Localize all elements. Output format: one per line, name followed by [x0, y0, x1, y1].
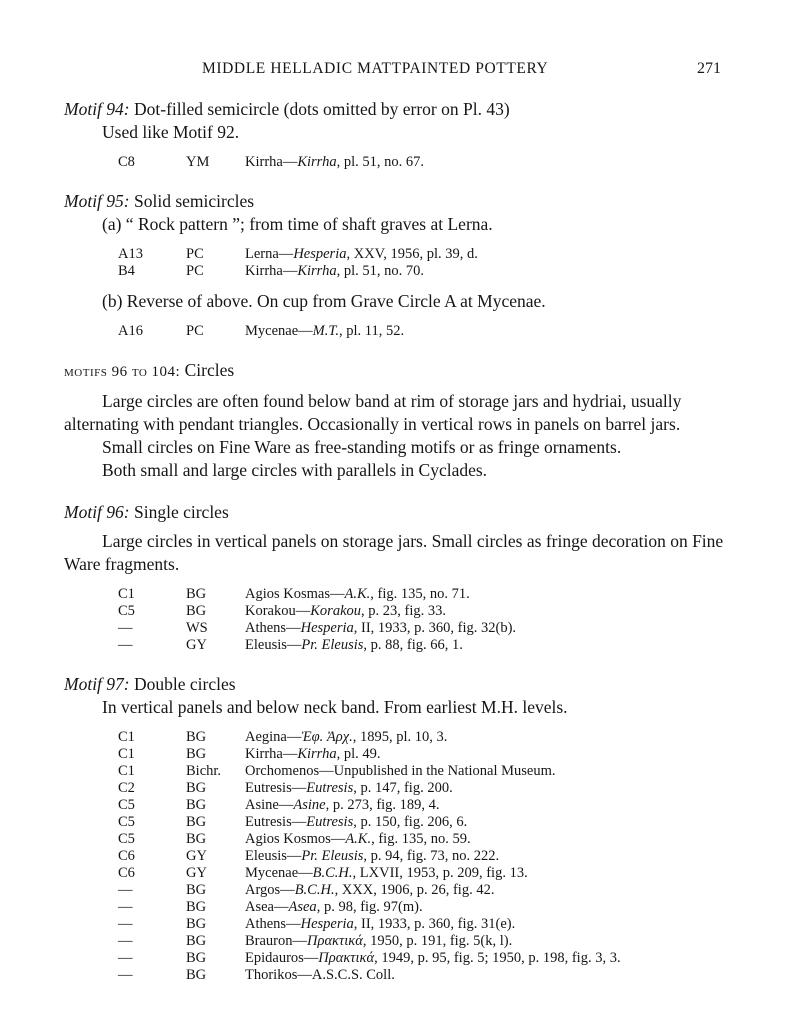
ref-publication: Hesperia: [300, 916, 354, 932]
ref-site: Thorikos—A.S.C.S. Coll.: [245, 967, 395, 983]
ref-citation: [245, 586, 728, 603]
ref-details: , p. 88, fig. 66, 1.: [363, 637, 463, 653]
ref-details: , p. 273, fig. 189, 4.: [325, 797, 440, 813]
ref-citation: [245, 729, 728, 746]
ref-publication: Kirrha: [297, 746, 337, 762]
motif-96-heading: [64, 501, 728, 524]
motif-94-refs: [118, 154, 728, 171]
ref-citation: [245, 865, 728, 882]
ref-shape-code: B4: [118, 263, 135, 279]
ref-details: , p. 23, fig. 33.: [361, 603, 446, 619]
ref-shape-code: C6: [118, 865, 135, 881]
ref-publication: A.K.: [344, 586, 371, 602]
ref-details: , XXX, 1906, p. 26, fig. 42.: [334, 882, 495, 898]
ref-details: , fig. 135, no. 59.: [371, 831, 471, 847]
motifs-96-104-title: Circles: [184, 360, 235, 380]
ref-details: , pl. 11, 52.: [338, 323, 405, 339]
ref-citation: [245, 620, 728, 637]
ref-site: Eleusis—: [245, 848, 302, 864]
ref-citation: [245, 814, 728, 831]
ref-site: Asine—: [245, 797, 294, 813]
ref-site: Epidauros—: [245, 950, 319, 966]
motif-97-text: In vertical panels and below neck band. From earliest M.H. levels.: [102, 697, 568, 717]
ref-ware: BG: [186, 814, 207, 830]
ref-ware: BG: [186, 603, 207, 619]
ref-details: , p. 150, fig. 206, 6.: [353, 814, 468, 830]
ref-citation: [245, 831, 728, 848]
motif-95-label: Motif 95:: [64, 191, 130, 211]
ref-shape-code: C1: [118, 729, 135, 745]
reference-row: [118, 797, 728, 814]
motifs-96-104-heading: [64, 359, 728, 384]
page-number: 271: [697, 60, 721, 77]
ref-ware: BG: [186, 729, 207, 745]
ref-citation: [245, 916, 728, 933]
circles-paragraph-1: Large circles are often found below band at rim of storage jars and hydriai, usually alternating with pendant triangles. Occasionally in vertical rows in panels on barrel jars.: [64, 391, 682, 434]
reference-row: [118, 323, 728, 340]
ref-shape-code: —: [118, 967, 133, 983]
ref-ware: PC: [186, 323, 204, 339]
ref-publication: Pr. Eleusis: [301, 637, 364, 653]
ref-details: , p. 94, fig. 73, no. 222.: [363, 848, 500, 864]
ref-details: , 1950, p. 191, fig. 5(k, l).: [362, 933, 513, 949]
ref-shape-code: C1: [118, 746, 135, 762]
ref-site: Mycenae—: [245, 323, 313, 339]
motif-95-b-refs: [118, 323, 728, 340]
ref-site: Brauron—: [245, 933, 308, 949]
circles-paragraph-3: Both small and large circles with parallels in Cyclades.: [102, 460, 488, 480]
reference-row: [118, 899, 728, 916]
ref-site: Asea—: [245, 899, 289, 915]
ref-publication: Asea: [288, 899, 317, 915]
ref-ware: BG: [186, 899, 207, 915]
reference-row: [118, 729, 728, 746]
ref-ware: BG: [186, 831, 207, 847]
ref-citation: [245, 603, 728, 620]
ref-site: Athens—: [245, 620, 301, 636]
ref-citation: [245, 323, 728, 340]
motif-95-a-refs: [118, 246, 728, 280]
reference-row: [118, 831, 728, 848]
ref-ware: GY: [186, 637, 207, 653]
circles-paragraph-2: Small circles on Fine Ware as free-standing motifs or as fringe ornaments.: [102, 437, 622, 457]
ref-ware: YM: [186, 154, 210, 170]
ref-publication: Πρακτικά: [307, 933, 363, 949]
ref-publication: A.K.: [345, 831, 372, 847]
reference-row: [118, 882, 728, 899]
ref-site: Argos—: [245, 882, 295, 898]
motif-95-heading: [64, 190, 728, 213]
ref-details: , pl. 51, no. 70.: [336, 263, 424, 279]
ref-citation: [245, 967, 728, 984]
reference-row: [118, 746, 728, 763]
ref-publication: Hesperia: [293, 246, 347, 262]
ref-details: , fig. 135, no. 71.: [370, 586, 470, 602]
ref-citation: [245, 899, 728, 916]
ref-publication: Korakou: [310, 603, 361, 619]
ref-site: Aegina—: [245, 729, 302, 745]
ref-publication: Eutresis: [306, 814, 354, 830]
ref-citation: [245, 848, 728, 865]
motif-95-b-text: (b) Reverse of above. On cup from Grave Circle A at Mycenae.: [102, 291, 546, 311]
motif-96-refs: [118, 586, 728, 654]
ref-shape-code: —: [118, 899, 133, 915]
ref-shape-code: —: [118, 916, 133, 932]
ref-site: Orchomenos—Unpublished in the National Museum.: [245, 763, 556, 779]
ref-details: , II, 1933, p. 360, fig. 32(b).: [353, 620, 517, 636]
ref-details: , LXVII, 1953, p. 209, fig. 13.: [352, 865, 528, 881]
reference-row: [118, 586, 728, 603]
ref-shape-code: A13: [118, 246, 143, 262]
reference-row: [118, 263, 728, 280]
ref-ware: BG: [186, 967, 207, 983]
reference-row: [118, 950, 728, 967]
reference-row: [118, 154, 728, 171]
ref-publication: Asine: [293, 797, 326, 813]
reference-row: [118, 637, 728, 654]
ref-publication: B.C.H.: [312, 865, 353, 881]
ref-ware: BG: [186, 950, 207, 966]
motif-97-section: [64, 673, 728, 984]
motif-97-refs: [118, 729, 728, 984]
ref-details: , 1949, p. 95, fig. 5; 1950, p. 198, fig. 3, 3.: [374, 950, 621, 966]
ref-ware: BG: [186, 882, 207, 898]
ref-ware: BG: [186, 797, 207, 813]
ref-site: Mycenae—: [245, 865, 313, 881]
ref-site: Kirrha—: [245, 746, 298, 762]
motif-96-label: Motif 96:: [64, 502, 130, 522]
ref-shape-code: A16: [118, 323, 143, 339]
ref-shape-code: C8: [118, 154, 135, 170]
ref-publication: Kirrha: [297, 263, 337, 279]
ref-ware: BG: [186, 780, 207, 796]
ref-details: , p. 147, fig. 200.: [353, 780, 453, 796]
reference-row: [118, 967, 728, 984]
motif-95-title: Solid semicircles: [134, 191, 255, 211]
motif-95-section: [64, 190, 728, 340]
ref-shape-code: —: [118, 882, 133, 898]
ref-publication: Pr. Eleusis: [301, 848, 364, 864]
ref-citation: [245, 637, 728, 654]
ref-ware: GY: [186, 848, 207, 864]
motif-97-label: Motif 97:: [64, 674, 130, 694]
ref-details: , pl. 51, no. 67.: [336, 154, 424, 170]
ref-ware: BG: [186, 746, 207, 762]
ref-shape-code: —: [118, 933, 133, 949]
ref-shape-code: C5: [118, 797, 135, 813]
ref-shape-code: —: [118, 950, 133, 966]
ref-details: , pl. 49.: [336, 746, 381, 762]
ref-citation: [245, 246, 728, 263]
ref-site: Athens—: [245, 916, 301, 932]
ref-publication: B.C.H.: [294, 882, 335, 898]
ref-site: Agios Kosmas—: [245, 586, 345, 602]
reference-row: [118, 848, 728, 865]
motifs-96-104-label: motifs 96 to 104:: [64, 364, 181, 380]
reference-row: [118, 865, 728, 882]
ref-site: Lerna—: [245, 246, 294, 262]
ref-citation: [245, 263, 728, 280]
motif-96-text: Large circles in vertical panels on storage jars. Small circles as fringe decoration on Fine Ware fragments.: [64, 531, 724, 574]
motif-96-section: [64, 501, 728, 654]
reference-row: [118, 620, 728, 637]
ref-citation: [245, 746, 728, 763]
motif-94-section: [64, 98, 728, 171]
ref-shape-code: C6: [118, 848, 135, 864]
ref-publication: Ἐφ. Ἀρχ.: [301, 729, 353, 745]
ref-site: Kirrha—: [245, 154, 298, 170]
ref-details: , XXV, 1956, pl. 39, d.: [346, 246, 478, 262]
ref-ware: BG: [186, 933, 207, 949]
ref-ware: BG: [186, 586, 207, 602]
ref-shape-code: —: [118, 620, 133, 636]
ref-details: , II, 1933, p. 360, fig. 31(e).: [353, 916, 516, 932]
ref-publication: M.T.: [312, 323, 339, 339]
ref-publication: Πρακτικά: [318, 950, 375, 966]
motif-94-title: Dot-filled semicircle (dots omitted by error on Pl. 43): [134, 99, 510, 119]
ref-site: Eleusis—: [245, 637, 302, 653]
ref-shape-code: C1: [118, 763, 135, 779]
ref-shape-code: C5: [118, 603, 135, 619]
motif-97-title: Double circles: [134, 674, 236, 694]
reference-row: [118, 933, 728, 950]
reference-row: [118, 246, 728, 263]
ref-shape-code: C5: [118, 814, 135, 830]
ref-site: Eutresis—: [245, 780, 307, 796]
ref-publication: Hesperia: [300, 620, 354, 636]
ref-citation: [245, 797, 728, 814]
ref-shape-code: C2: [118, 780, 135, 796]
ref-ware: WS: [186, 620, 208, 636]
motif-95-a-text: (a) “ Rock pattern ”; from time of shaft graves at Lerna.: [102, 214, 493, 234]
ref-citation: [245, 882, 728, 899]
reference-row: [118, 814, 728, 831]
motif-97-heading: [64, 673, 728, 696]
ref-ware: BG: [186, 916, 207, 932]
motifs-96-104-section: [64, 359, 728, 482]
ref-citation: [245, 933, 728, 950]
ref-ware: PC: [186, 263, 204, 279]
ref-citation: [245, 950, 728, 967]
motif-94-label: Motif 94:: [64, 99, 130, 119]
ref-site: Agios Kosmos—: [245, 831, 346, 847]
ref-shape-code: C5: [118, 831, 135, 847]
reference-row: [118, 916, 728, 933]
ref-citation: [245, 154, 728, 171]
reference-row: [118, 780, 728, 797]
motif-94-heading: [64, 98, 728, 121]
ref-publication: Kirrha: [297, 154, 337, 170]
ref-citation: [245, 763, 728, 780]
ref-citation: [245, 780, 728, 797]
page-body: [64, 98, 728, 984]
ref-details: , p. 98, fig. 97(m).: [316, 899, 423, 915]
ref-shape-code: —: [118, 637, 133, 653]
ref-site: Kirrha—: [245, 263, 298, 279]
reference-row: [118, 603, 728, 620]
reference-row: [118, 763, 728, 780]
ref-site: Korakou—: [245, 603, 311, 619]
motif-94-note: Used like Motif 92.: [102, 122, 240, 142]
ref-details: , 1895, pl. 10, 3.: [352, 729, 448, 745]
ref-site: Eutresis—: [245, 814, 307, 830]
ref-ware: PC: [186, 246, 204, 262]
ref-shape-code: C1: [118, 586, 135, 602]
ref-publication: Eutresis: [306, 780, 354, 796]
ref-ware: Bichr.: [186, 763, 222, 779]
ref-ware: GY: [186, 865, 207, 881]
page-header: [0, 60, 790, 84]
running-head: MIDDLE HELLADIC MATTPAINTED POTTERY: [202, 60, 549, 77]
motif-96-title: Single circles: [134, 502, 229, 522]
